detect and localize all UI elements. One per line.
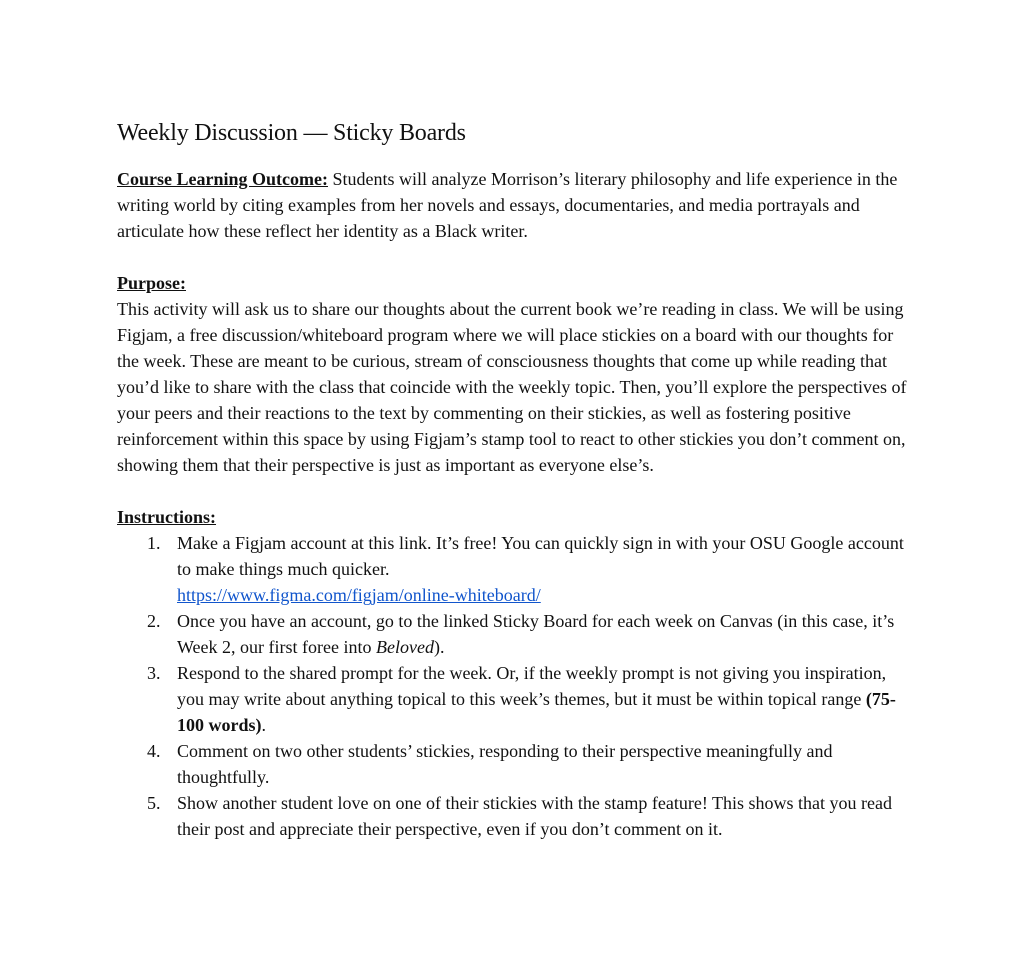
spacer xyxy=(117,478,907,504)
clo-text: Students will analyze Morrison’s literary philosophy and life experience in the writing world by citing examples from her novels and essays, documentaries, and media portrayals and articulate how these reflect her identity as a Black writer. xyxy=(117,169,898,241)
spacer xyxy=(117,244,907,270)
figjam-link[interactable]: https://www.figma.com/figjam/online-whiteboard/ xyxy=(177,585,541,605)
purpose-text: This activity will ask us to share our thoughts about the current book we’re reading in class. We will be using Figjam, a free discussion/whiteboard program where we will place stickies on a board with our thoughts for the week. These are meant to be curious, stream of consciousness thoughts that come up while reading that you’d like to share with the class that coincide with the weekly topic. Then, you’ll explore the perspectives of your peers and their reactions to the text by commenting on their stickies, as well as fostering positive reinforcement within this space by using Figjam’s stamp tool to react to other stickies you don’t comment on, showing them that their perspective is just as important as everyone else’s. xyxy=(117,299,907,475)
purpose-heading: Purpose: xyxy=(117,273,186,293)
document-title: Weekly Discussion — Sticky Boards xyxy=(117,120,466,146)
list-item-text: Comment on two other students’ stickies, responding to their perspective meaningfully and thoughtfully. xyxy=(177,741,833,787)
list-item xyxy=(117,790,907,842)
course-learning-outcome-paragraph xyxy=(117,166,907,244)
list-item-number: 1. xyxy=(147,533,161,553)
list-item-number: 4. xyxy=(147,741,161,761)
list-item-text: Make a Figjam account at this link. It’s free! You can quickly sign in with your OSU Google account to make things much quicker. xyxy=(177,533,904,579)
list-item xyxy=(117,738,907,790)
list-item-number: 3. xyxy=(147,663,161,683)
instructions-list xyxy=(117,530,907,842)
list-item-text: Respond to the shared prompt for the week. Or, if the weekly prompt is not giving you inspiration, you may write about anything topical to this week’s themes, but it must be within topical range xyxy=(177,663,887,709)
list-item-text: Once you have an account, go to the linked Sticky Board for each week on Canvas (in this case, it’s Week 2, our first foree into xyxy=(177,611,895,657)
book-title-italic: Beloved xyxy=(375,637,434,657)
purpose-heading-line xyxy=(117,270,907,296)
list-item-text-end: . xyxy=(261,715,266,735)
list-item-text: Show another student love on one of their stickies with the stamp feature! This shows that you read their post and appreciate their perspective, even if you don’t comment on it. xyxy=(177,793,893,839)
instructions-heading: Instructions: xyxy=(117,507,217,527)
word-count-bold: (75-100 words) xyxy=(177,689,896,735)
list-item xyxy=(117,608,907,660)
instructions-heading-line xyxy=(117,504,907,530)
clo-heading: Course Learning Outcome: xyxy=(117,169,328,189)
document-page xyxy=(117,116,907,842)
list-item-number: 2. xyxy=(147,611,161,631)
list-item xyxy=(117,530,907,608)
list-item xyxy=(117,660,907,738)
list-item-text-end: ). xyxy=(433,637,445,657)
list-item-number: 5. xyxy=(147,793,161,813)
